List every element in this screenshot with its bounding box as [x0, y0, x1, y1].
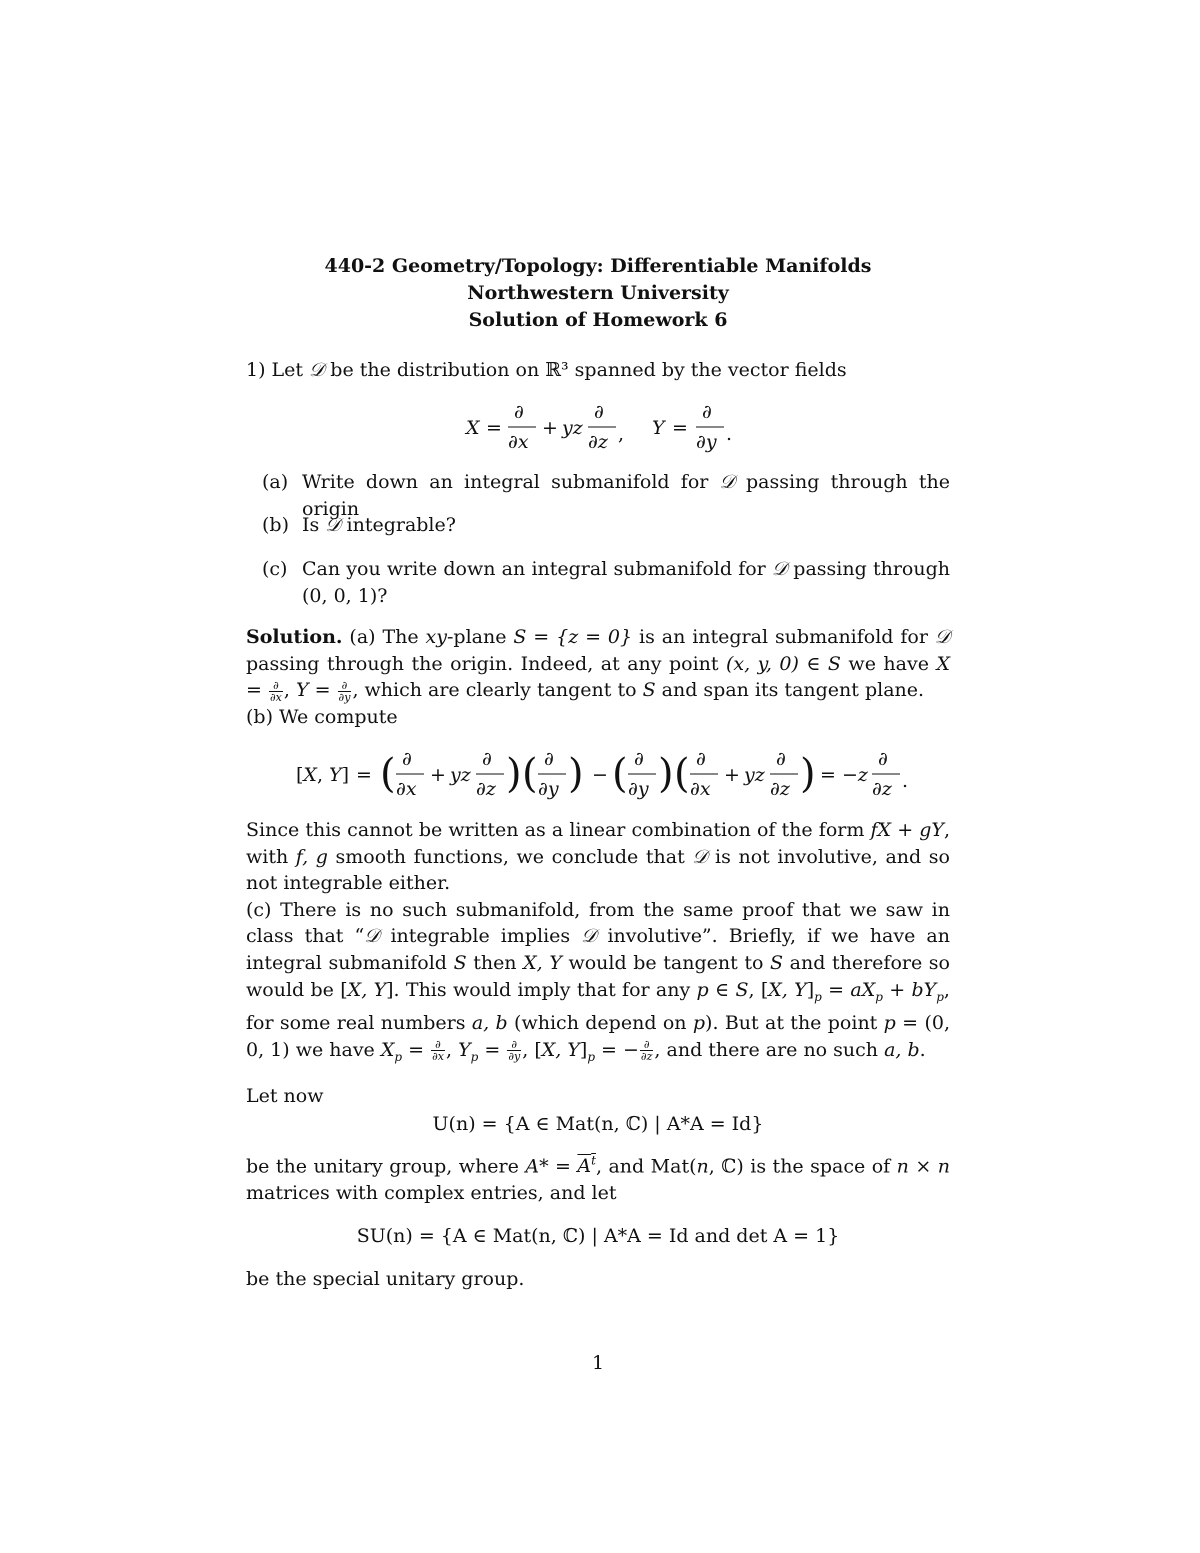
special-unitary-group-formula: SU(n) = {A ∈ Mat(n, ℂ) | A*A = Id and det A = 1}: [356, 1225, 840, 1247]
svg-text:∂: ∂: [544, 748, 554, 770]
equation-lie-bracket: [246, 745, 950, 805]
svg-text:[X, Y]: [X, Y]: [296, 764, 350, 786]
document-page: 440-2 Geometry/Topology: Differentiable Manifolds Northwestern University Solution of Homework 6 1) Let 𝒟 be the distribution on ℝ³ spanned by the vector fields X = ∂ ∂x + yz ∂ ∂z , Y = ∂ ∂y . (a) Write down an integral submanifold for 𝒟 passing through the origin (b) Is 𝒟 integrable? (c) Can you write down an integral submanifold for 𝒟 passing through (0, 0, 1)? Solution. (a) The xy-plane S = {z = 0} is an integral submanifold for 𝒟 passing through the origin. Indeed, at any point (x, y, 0) ∈ S we have X = ∂ ∂x , Y = ∂ ∂y , which are clearly tangent to S and span its tangent plane. (b) We compute [X, Y] = ( ∂ ∂x + yz ∂ ∂z ) ( ∂ ∂y ) − ( ∂ ∂y ) ( ∂ ∂x + yz ∂ ∂z ) = −z ∂ ∂z . Since this cannot be written as a linear combination of the form fX + gY, with f, g smooth functions, we conclude that 𝒟 is not involutive, and so not integrable either. (c) There is no such submanifold, from the same proof that we saw in class that “𝒟 integrable implies 𝒟 involutive”. Briefly, if we have an integral submanifold S then X, Y would be tangent to S and therefore so would be [X, Y]. This would imply that for any p ∈ S, [X, $Y]_p = aX_p + bY_p$, for some real numbers a, b (which depend on p). But at the point p = (0, 0, 1) we have $X_p$ = ∂ ∂x , $Y_p$ = ∂ ∂y , [X, $Y]_p$ = − ∂ ∂z , and there are no such a, b. Let now U(n) = {A ∈ Mat(n, ℂ) | A*A = Id} be the unitary group, where $A* = A^t$, and Mat(n, ℂ) is the space of n × n matrices with complex entries, and let SU(n) = {A ∈ Mat(n, ℂ) | A*A = Id and det A = 1} be the special unitary group. 1: [246, 255, 951, 1374]
let-now-text: Let now: [246, 1085, 324, 1107]
svg-text:.: .: [902, 770, 909, 792]
svg-text:∂y: ∂y: [696, 431, 717, 453]
solution-part-a: Solution. (a) The xy-plane S = {z = 0} is an integral submanifold for 𝒟 passing through the origin. Indeed, at any point (x, y, 0) ∈ S we have X = ∂ ∂x , Y = ∂ ∂y , which are clearly tangent to S and span its tangent plane. (b) We compute: [246, 626, 950, 728]
solution-part-b-and-c: Since this cannot be written as a linear combination of the form fX + gY, with f, g smooth functions, we conclude that 𝒟 is not involutive, and so not integrable either. (c) There is no such submanifold, from the same proof that we saw in class that “𝒟 integrable implies 𝒟 involutive”. Briefly, if we have an integral submanifold S then X, Y would be tangent to S and therefore so would be [X, Y]. This would imply that for any p ∈ S, [X, $Y]_p = aX_p + bY_p$, for some real numbers a, b (which depend on p). But at the point p = (0, 0, 1) we have $X_p$ = ∂ ∂x , $Y_p$ = ∂ ∂y , [X, $Y]_p$ = − ∂ ∂z , and there are no such a, b.: [246, 819, 950, 1064]
svg-text:X: X: [466, 417, 480, 439]
svg-text:yz: yz: [450, 764, 471, 786]
svg-text:∂: ∂: [634, 748, 644, 770]
equation-special-unitary-group: [246, 1218, 950, 1252]
problem-statement: 1) Let 𝒟 be the distribution on ℝ³ spanned by the vector fields: [246, 359, 847, 381]
svg-text:=: =: [356, 764, 372, 786]
svg-text:∂: ∂: [696, 748, 706, 770]
svg-text:∂: ∂: [776, 748, 786, 770]
svg-text:∂z: ∂z: [770, 778, 790, 800]
unitary-description: be the unitary group, where $A* = A^t$, and Mat(n, ℂ) is the space of n × n matrices with complex entries, and let: [246, 1154, 950, 1204]
homework-title: Solution of Homework 6: [468, 309, 728, 331]
svg-text:+: +: [542, 417, 558, 439]
svg-text:+: +: [724, 764, 740, 786]
unitary-group-formula: U(n) = {A ∈ Mat(n, ℂ) | A*A = Id}: [432, 1113, 764, 1135]
svg-text:): ): [506, 751, 522, 797]
svg-text:∂: ∂: [482, 748, 492, 770]
svg-text:∂y: ∂y: [628, 778, 649, 800]
document-header: [246, 253, 950, 334]
equation-vector-fields: [246, 400, 950, 460]
svg-text:(: (: [674, 751, 690, 797]
equation-special-unitary-group-svg: [246, 1218, 950, 1252]
page-number: 1: [591, 1352, 605, 1374]
svg-text:= −z: = −z: [820, 764, 868, 786]
svg-text:∂x: ∂x: [690, 778, 711, 800]
course-title: 440-2 Geometry/Topology: Differentiable Manifolds: [324, 255, 872, 277]
svg-text:∂x: ∂x: [508, 431, 529, 453]
svg-text:∂: ∂: [702, 401, 712, 423]
svg-text:∂: ∂: [402, 748, 412, 770]
svg-text:(: (: [380, 751, 396, 797]
equation-unitary-group-svg: [246, 1106, 950, 1140]
special-unitary-description: be the special unitary group.: [246, 1268, 525, 1290]
svg-text:∂: ∂: [594, 401, 604, 423]
svg-text:): ): [800, 751, 816, 797]
svg-text:yz: yz: [744, 764, 765, 786]
svg-text:): ): [568, 751, 584, 797]
svg-text:): ): [658, 751, 674, 797]
equation-unitary-group: [246, 1106, 950, 1140]
distribution-symbol: 𝒟: [309, 359, 325, 381]
svg-text:=: =: [672, 417, 688, 439]
svg-text:−: −: [592, 764, 608, 786]
svg-text:(: (: [522, 751, 538, 797]
svg-text:∂: ∂: [514, 401, 524, 423]
svg-text:∂z: ∂z: [476, 778, 496, 800]
svg-text:∂z: ∂z: [588, 431, 608, 453]
svg-text:.: .: [726, 423, 733, 445]
svg-text:,: ,: [618, 423, 625, 445]
solution-label: Solution.: [246, 626, 343, 648]
svg-text:(: (: [612, 751, 628, 797]
equation-lie-bracket-svg: [246, 745, 950, 815]
svg-text:∂y: ∂y: [538, 778, 559, 800]
equation-vector-fields-svg: [246, 400, 950, 460]
svg-text:=: =: [486, 417, 502, 439]
svg-text:Y: Y: [652, 417, 665, 439]
university-name: Northwestern University: [467, 282, 729, 304]
svg-text:yz: yz: [562, 417, 583, 439]
svg-text:+: +: [430, 764, 446, 786]
svg-text:∂x: ∂x: [396, 778, 417, 800]
svg-text:∂: ∂: [878, 748, 888, 770]
svg-text:∂z: ∂z: [872, 778, 892, 800]
